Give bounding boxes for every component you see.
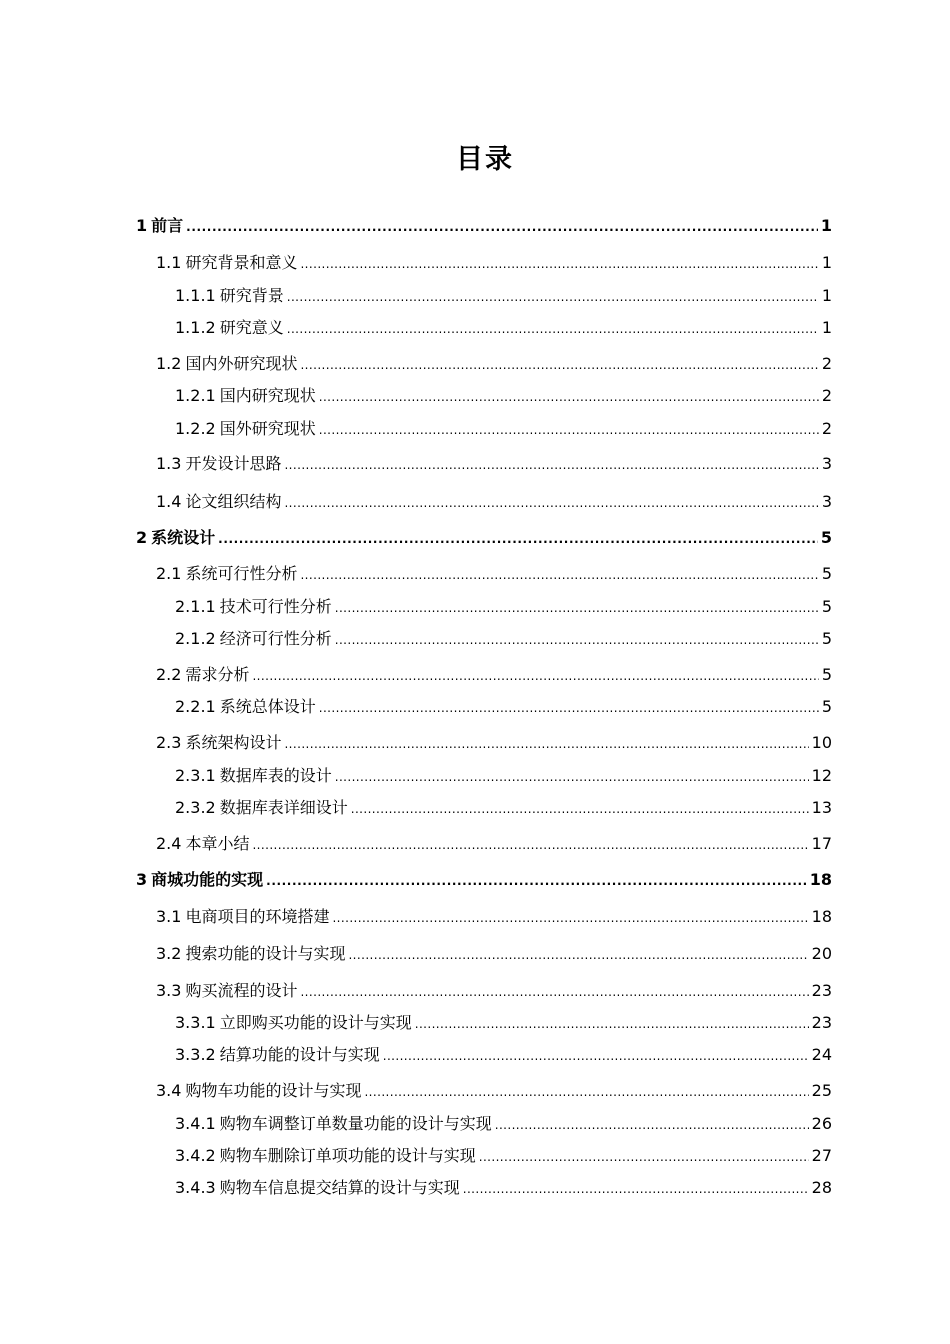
toc-entry-label: 研究意义 [219,318,284,337]
dot-leader [351,797,809,821]
toc-entry[interactable] [175,384,832,408]
toc-entry-page: 5 [821,665,832,684]
dot-leader [332,906,808,930]
toc-entry-page: 2 [821,419,832,438]
toc-entry-label: 系统设计 [151,528,216,547]
toc-entry-label: 国外研究现状 [219,419,316,438]
toc-entry-number: 1.3 [156,454,182,473]
dot-leader [300,353,818,377]
toc-entry-number: 3.3.1 [175,1013,216,1032]
toc-entry[interactable] [156,452,832,476]
toc-entry-label: 购物车功能的设计与实现 [185,1081,362,1100]
toc-entry[interactable] [156,251,832,275]
toc-entry-label: 系统架构设计 [185,733,282,752]
toc-entry[interactable] [175,1011,832,1035]
toc-entry-number: 1.1.2 [175,318,216,337]
toc-entry-number: 3.4.1 [175,1114,216,1133]
toc-entry-page: 5 [821,564,832,583]
toc-entry[interactable] [175,284,832,308]
toc-entry-number: 3.1 [156,907,182,926]
dot-leader [300,980,808,1004]
toc-entry[interactable] [156,942,832,966]
toc-entry-label: 论文组织结构 [185,492,282,511]
toc-entry-number: 2.1 [156,564,182,583]
dot-leader [415,1012,809,1036]
toc-entry-number: 2.2 [156,665,182,684]
toc-entry-number: 1.2.2 [175,419,216,438]
toc-entry-number: 1.1.1 [175,286,216,305]
dot-leader [186,215,818,239]
dot-leader [287,285,819,309]
toc-entry-page: 2 [821,354,832,373]
toc-entry-page: 23 [811,1013,832,1032]
toc-entry-page: 26 [811,1114,832,1133]
toc-entry-label: 系统总体设计 [219,697,316,716]
toc-entry-number: 3.2 [156,944,182,963]
toc-entry-label: 开发设计思路 [185,454,282,473]
toc-entry[interactable] [136,868,832,892]
toc-entry-page: 5 [821,597,832,616]
toc-entry-number: 1.2 [156,354,182,373]
toc-entry[interactable] [156,905,832,929]
dot-leader [300,563,818,587]
toc-entry-page: 10 [811,733,832,752]
toc-entry-page: 5 [820,528,832,547]
toc-entry-number: 2.3.2 [175,798,216,817]
toc-entry-page: 3 [821,492,832,511]
dot-leader [495,1113,809,1137]
toc-entry-number: 1.2.1 [175,386,216,405]
toc-title: 目录 [456,144,514,175]
toc-entry[interactable] [175,595,832,619]
toc-entry-page: 1 [821,318,832,337]
toc-entry-label: 数据库表详细设计 [219,798,348,817]
toc-entry[interactable] [156,731,832,755]
toc-entry[interactable] [175,1043,832,1067]
dot-leader [218,527,818,551]
toc-entry-label: 国内研究现状 [219,386,316,405]
toc-entry-page: 1 [820,216,832,235]
toc-entry[interactable] [156,832,832,856]
toc-entry[interactable] [175,1176,832,1200]
toc-entry-page: 2 [821,386,832,405]
toc-entry-number: 2.1.2 [175,629,216,648]
dot-leader [479,1145,809,1169]
toc-entry-page: 18 [811,907,832,926]
toc-entry-number: 3 [136,870,148,889]
dot-leader [463,1177,809,1201]
toc-entry-page: 23 [811,981,832,1000]
dot-leader [319,385,819,409]
toc-entry-number: 3.4.2 [175,1146,216,1165]
toc-entry[interactable] [156,663,832,687]
toc-entry-number: 3.3 [156,981,182,1000]
toc-entry-label: 数据库表的设计 [219,766,332,785]
dot-leader [300,252,818,276]
toc-entry-label: 购物车调整订单数量功能的设计与实现 [219,1114,492,1133]
toc-entry-label: 前言 [151,216,184,235]
toc-entry-number: 2.2.1 [175,697,216,716]
toc-entry-number: 3.3.2 [175,1045,216,1064]
dot-leader [335,628,819,652]
toc-entry-page: 17 [811,834,832,853]
toc-entry[interactable] [136,526,832,550]
toc-entry-page: 5 [821,629,832,648]
toc-entry[interactable] [156,979,832,1003]
toc-entry[interactable] [175,796,832,820]
toc-entry-label: 研究背景和意义 [185,253,298,272]
toc-entry-label: 购物车删除订单项功能的设计与实现 [219,1146,476,1165]
dot-leader [252,664,818,688]
dot-leader [335,765,809,789]
toc-entry-page: 24 [811,1045,832,1064]
toc-entry-page: 12 [811,766,832,785]
toc-entry-label: 国内外研究现状 [185,354,298,373]
dot-leader [319,696,819,720]
toc-entry-page: 25 [811,1081,832,1100]
toc-entry[interactable] [156,352,832,376]
toc-entry[interactable] [156,490,832,514]
dot-leader [284,453,818,477]
toc-entry-number: 2.1.1 [175,597,216,616]
toc-entry[interactable] [175,417,832,441]
toc-entry-page: 13 [811,798,832,817]
toc-entry[interactable] [156,1079,832,1103]
toc-entry-page: 1 [821,253,832,272]
toc-entry-page: 5 [821,697,832,716]
toc-entry[interactable] [175,1112,832,1136]
toc-entry-label: 搜索功能的设计与实现 [185,944,346,963]
dot-leader [364,1080,808,1104]
toc-entry-label: 购物车信息提交结算的设计与实现 [219,1178,460,1197]
toc-entry-page: 20 [811,944,832,963]
toc-entry-label: 结算功能的设计与实现 [219,1045,380,1064]
toc-entry[interactable] [156,562,832,586]
dot-leader [319,418,819,442]
toc-entry-number: 3.4.3 [175,1178,216,1197]
dot-leader [348,943,808,967]
toc-entry-label: 系统可行性分析 [185,564,298,583]
toc-entry-number: 2 [136,528,148,547]
toc-entry-number: 1.1 [156,253,182,272]
toc-entry-label: 立即购买功能的设计与实现 [219,1013,412,1032]
dot-leader [383,1044,809,1068]
dot-leader [287,317,819,341]
toc-entry-label: 购买流程的设计 [185,981,298,1000]
toc-entry-number: 2.4 [156,834,182,853]
toc-entry-label: 技术可行性分析 [219,597,332,616]
toc-entry-number: 1 [136,216,148,235]
toc-entry-label: 需求分析 [185,665,250,684]
toc-entry-label: 商城功能的实现 [151,870,264,889]
toc-entry-page: 27 [811,1146,832,1165]
toc-entry-number: 2.3.1 [175,766,216,785]
toc-entry-number: 3.4 [156,1081,182,1100]
toc-entry[interactable] [175,695,832,719]
toc-entry-page: 28 [811,1178,832,1197]
toc-entry[interactable] [136,214,832,238]
toc-entry-label: 电商项目的环境搭建 [185,907,330,926]
toc-entry-number: 2.3 [156,733,182,752]
toc-entry-label: 本章小结 [185,834,250,853]
dot-leader [266,869,807,893]
toc-entry[interactable] [175,1144,832,1168]
toc-entry-page: 1 [821,286,832,305]
toc-entry-label: 经济可行性分析 [219,629,332,648]
toc-entry-label: 研究背景 [219,286,284,305]
dot-leader [252,833,808,857]
toc-entry[interactable] [175,316,832,340]
toc-entry[interactable] [175,764,832,788]
toc-entry-page: 18 [809,870,832,889]
dot-leader [284,491,818,515]
toc-entry-number: 1.4 [156,492,182,511]
toc-entry-page: 3 [821,454,832,473]
dot-leader [335,596,819,620]
toc-entry[interactable] [175,627,832,651]
dot-leader [284,732,808,756]
